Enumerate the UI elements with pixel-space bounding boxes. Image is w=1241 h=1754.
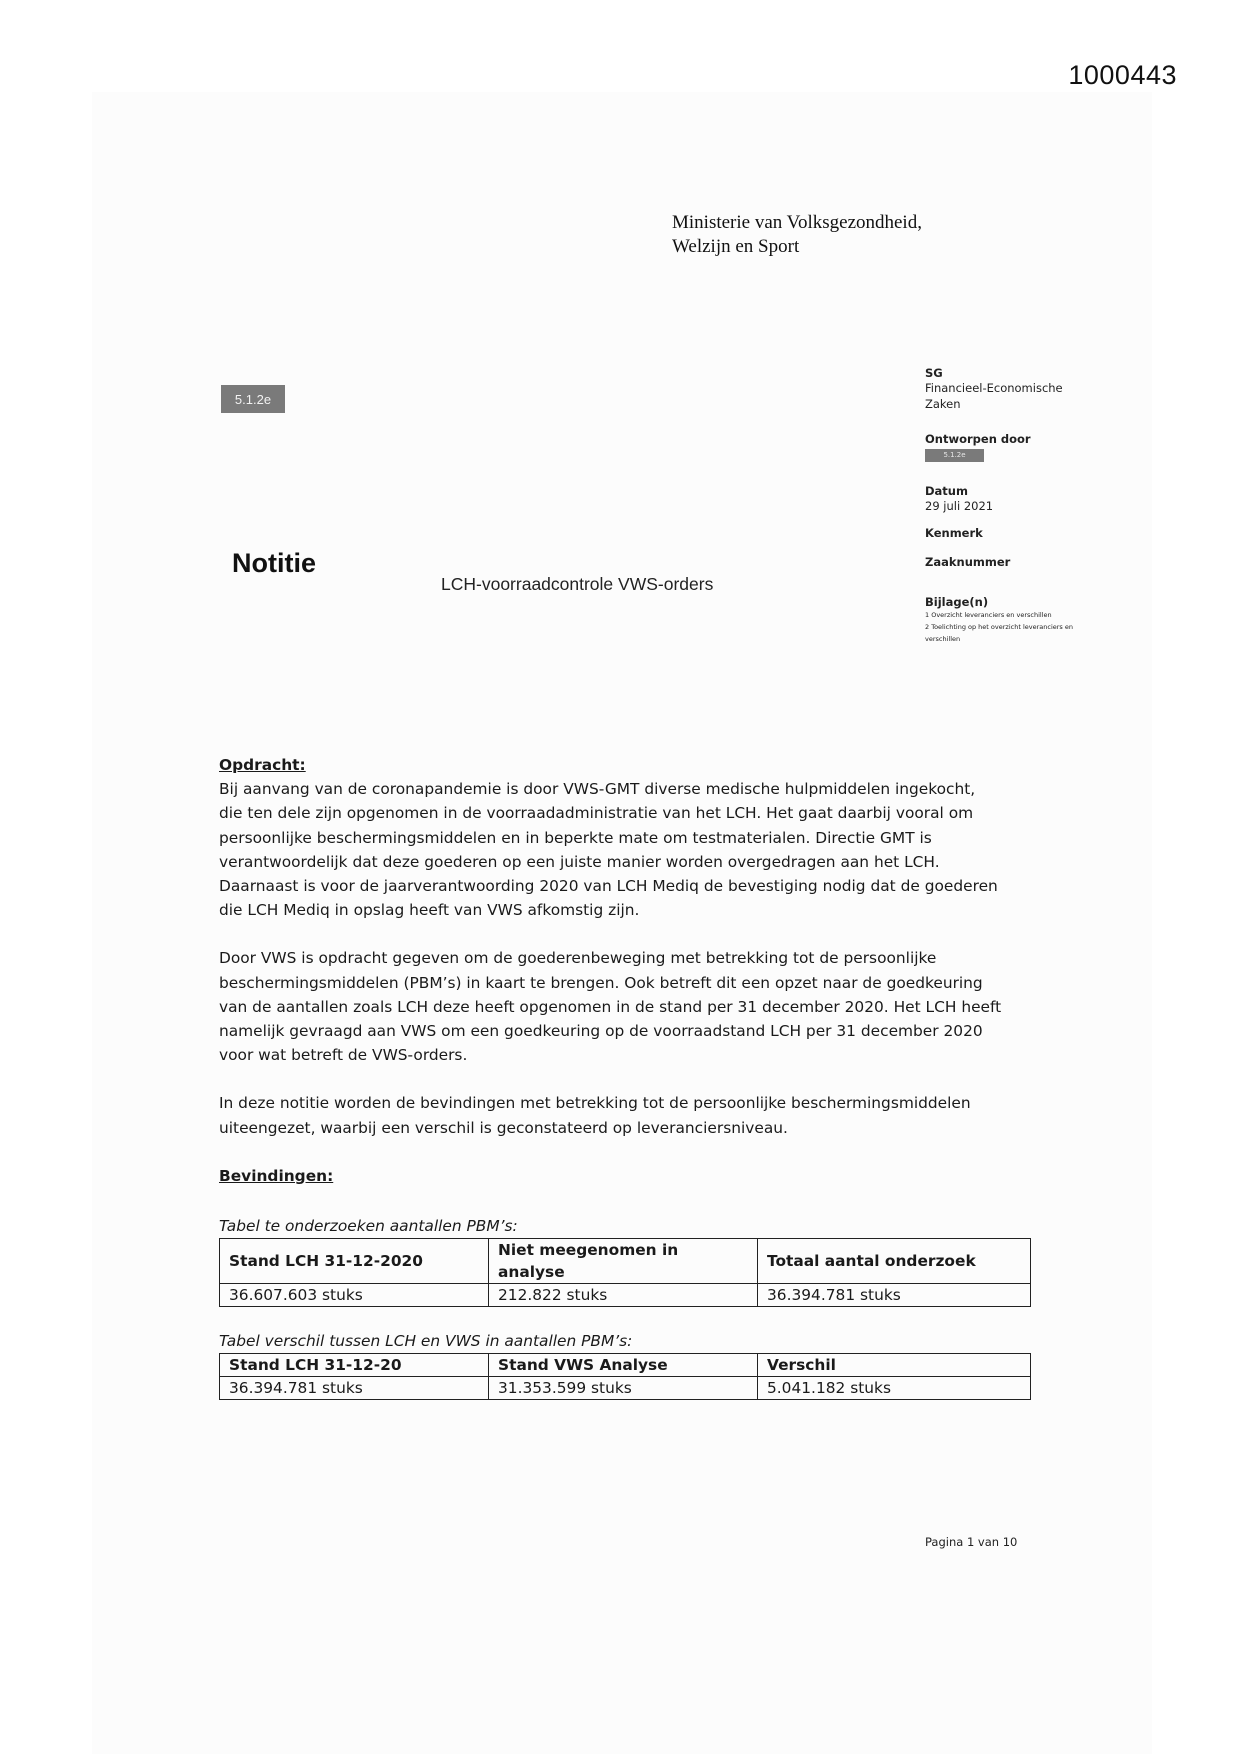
text-line: persoonlijke beschermingsmiddelen en in beperkte mate om testmaterialen. Directie GMT is [219,828,932,847]
table-header-row [220,1239,1031,1284]
document-sidebar [925,366,1125,645]
document-number: 1000443 [1068,60,1177,90]
table-header-cell: Stand LCH 31-12-20 [220,1354,489,1377]
text-line: van de aantallen zoals LCH deze heeft opgenomen in de stand per 31 december 2020. Het LCH heeft [219,997,1002,1016]
pbm-investigation-table [219,1238,1031,1307]
table-1-caption: Tabel te onderzoeken aantallen PBM’s: [219,1217,518,1236]
document-title: Notitie [232,548,316,578]
text-line: voor wat betreft de VWS-orders. [219,1046,468,1065]
table-header-cell: Stand VWS Analyse [489,1354,758,1377]
date-label: Datum [925,484,968,498]
designed-by-redaction: 5.1.2e [925,449,984,462]
case-number-label: Zaaknummer [925,555,1011,569]
table-header-cell: Niet meegenomen in analyse [489,1239,758,1284]
table-cell: 36.607.603 stuks [220,1284,489,1307]
attachment-1: 1 Overzicht leveranciers en verschillen [925,611,1052,619]
text-line: die ten dele zijn opgenomen in de voorraadadministratie van het LCH. Het gaat daarbij vooral om [219,804,974,823]
designed-by-label: Ontworpen door [925,432,1031,446]
document-body [219,753,1034,1400]
document-subject: LCH-voorraadcontrole VWS-orders [441,574,714,594]
table-header-cell: Verschil [758,1354,1031,1377]
paragraph-1 [219,777,1034,922]
table-row [220,1377,1031,1400]
department-label: SG [925,366,943,380]
text-line: verantwoordelijk dat deze goederen op een juiste manier worden overgedragen aan het LCH. [219,852,940,871]
reference-label: Kenmerk [925,526,983,540]
table-header-cell: Stand LCH 31-12-2020 [220,1239,489,1284]
table-header-row [220,1354,1031,1377]
table-cell: 212.822 stuks [489,1284,758,1307]
table-row [220,1284,1031,1307]
text-line: Daarnaast is voor de jaarverantwoording 2020 van LCH Mediq de bevestiging nodig dat de goederen [219,877,998,896]
text-line: Bij aanvang van de coronapandemie is door VWS-GMT diverse medische hulpmiddelen ingekocht, [219,780,976,799]
text-line: Door VWS is opdracht gegeven om de goederenbeweging met betrekking tot de persoonlijke [219,949,937,968]
ministry-line-1: Ministerie van Volksgezondheid, [672,212,922,233]
text-line: beschermingsmiddelen (PBM’s) in kaart te brengen. Ook betreft dit een opzet naar de goedkeuring [219,973,983,992]
assignment-heading: Opdracht: [219,756,306,774]
paragraph-3 [219,1091,1034,1139]
pbm-difference-table [219,1353,1031,1400]
table-cell: 36.394.781 stuks [220,1377,489,1400]
attachments-label: Bijlage(n) [925,595,989,609]
paragraph-2 [219,946,1034,1067]
ministry-line-2: Welzijn en Sport [672,236,800,257]
table-cell: 36.394.781 stuks [758,1284,1031,1307]
ministry-name [672,211,922,259]
text-line: die LCH Mediq in opslag heeft van VWS afkomstig zijn. [219,901,640,920]
redaction-box: 5.1.2e [221,385,285,413]
findings-heading: Bevindingen: [219,1166,334,1185]
table-2-caption: Tabel verschil tussen LCH en VWS in aantallen PBM’s: [219,1332,633,1351]
text-line: namelijk gevraagd aan VWS om een goedkeuring op de voorraadstand LCH per 31 december 2020 [219,1022,983,1041]
table-cell: 5.041.182 stuks [758,1377,1031,1400]
table-cell: 31.353.599 stuks [489,1377,758,1400]
attachment-2: 2 Toelichting op het overzicht leveranciers en verschillen [925,623,1073,643]
department-sub-1: Financieel-Economische [925,381,1063,395]
text-line: uiteengezet, waarbij een verschil is geconstateerd op leveranciersniveau. [219,1118,788,1137]
text-line: In deze notitie worden de bevindingen met betrekking tot de persoonlijke beschermingsmiddelen [219,1094,971,1113]
table-header-cell: Totaal aantal onderzoek [758,1239,1031,1284]
department-sub-2: Zaken [925,397,961,411]
date-value: 29 juli 2021 [925,499,994,513]
page-number: Pagina 1 van 10 [925,1535,1018,1549]
